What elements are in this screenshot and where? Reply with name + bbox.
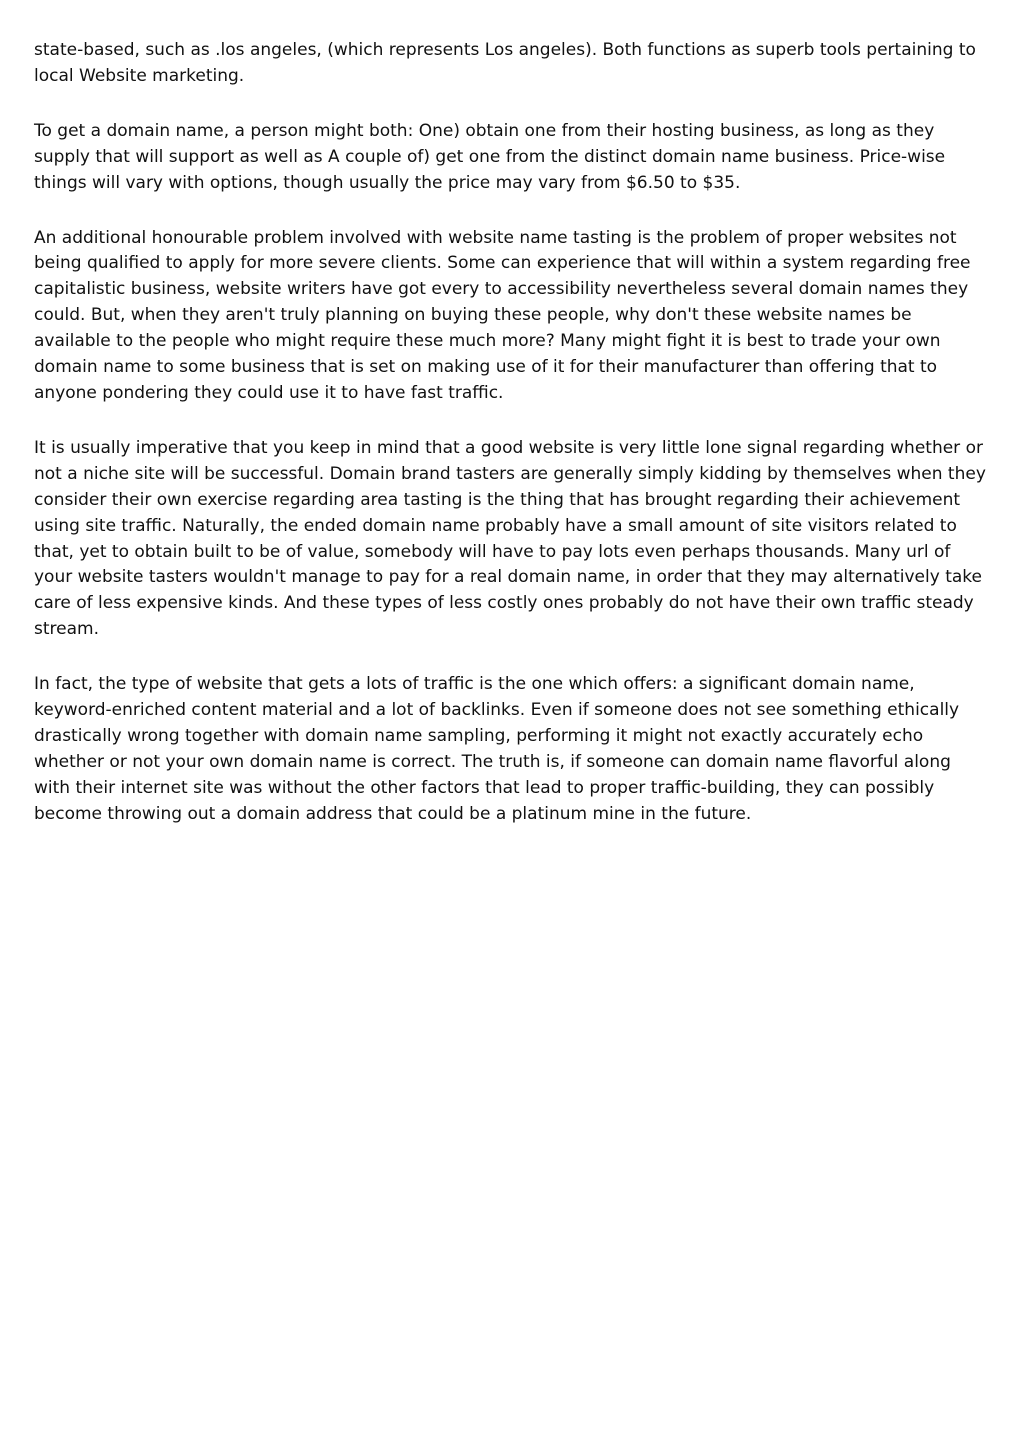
- document-body: [34, 38, 992, 857]
- paragraph-3: An additional honourable problem involved with website name tasting is the problem of proper websites not being qualified to apply for more severe clients. Some can experience that will within a system regarding free capitalistic business, website writers have got every to accessibility nevertheless several domain names they could. But, when they aren't truly planning on buying these people, why don't these website names be available to the people who might require these much more? Many might fight it is best to trade your own domain name to some business that is set on making use of it for their manufacturer than offering that to anyone pondering they could use it to have fast traffic.: [34, 227, 971, 403]
- paragraph-2: To get a domain name, a person might both: One) obtain one from their hosting business, as long as they supply that will support as well as A couple of) get one from the distinct domain name business. Price-wise things will vary with options, though usually the price may vary from $6.50 to $35.: [34, 120, 946, 193]
- paragraph-5: In fact, the type of website that gets a lots of traffic is the one which offers: a significant domain name, keyword-enriched content material and a lot of backlinks. Even if someone does not see something ethically drastically wrong together with domain name sampling, performing it might not exactly accurately echo whether or not your own domain name is correct. The truth is, if someone can domain name flavorful along with their internet site was without the other factors that lead to proper traffic-building, they can possibly become throwing out a domain address that could be a platinum mine in the future.: [34, 674, 960, 824]
- paragraph-1: state-based, such as .los angeles, (which represents Los angeles). Both functions as superb tools pertaining to local Website marketing.: [34, 40, 976, 86]
- paragraph-4: It is usually imperative that you keep in mind that a good website is very little lone signal regarding whether or not a niche site will be successful. Domain brand tasters are generally simply kidding by themselves when they consider their own exercise regarding area tasting is the thing that has brought regarding their achievement using site traffic. Naturally, the ended domain name probably have a small amount of site visitors related to that, yet to obtain built to be of value, somebody will have to pay lots even perhaps thousands. Many url of your website tasters wouldn't manage to pay for a real domain name, in order that they may alternatively take care of less expensive kinds. And these types of less costly ones probably do not have their own traffic steady stream.: [34, 437, 986, 640]
